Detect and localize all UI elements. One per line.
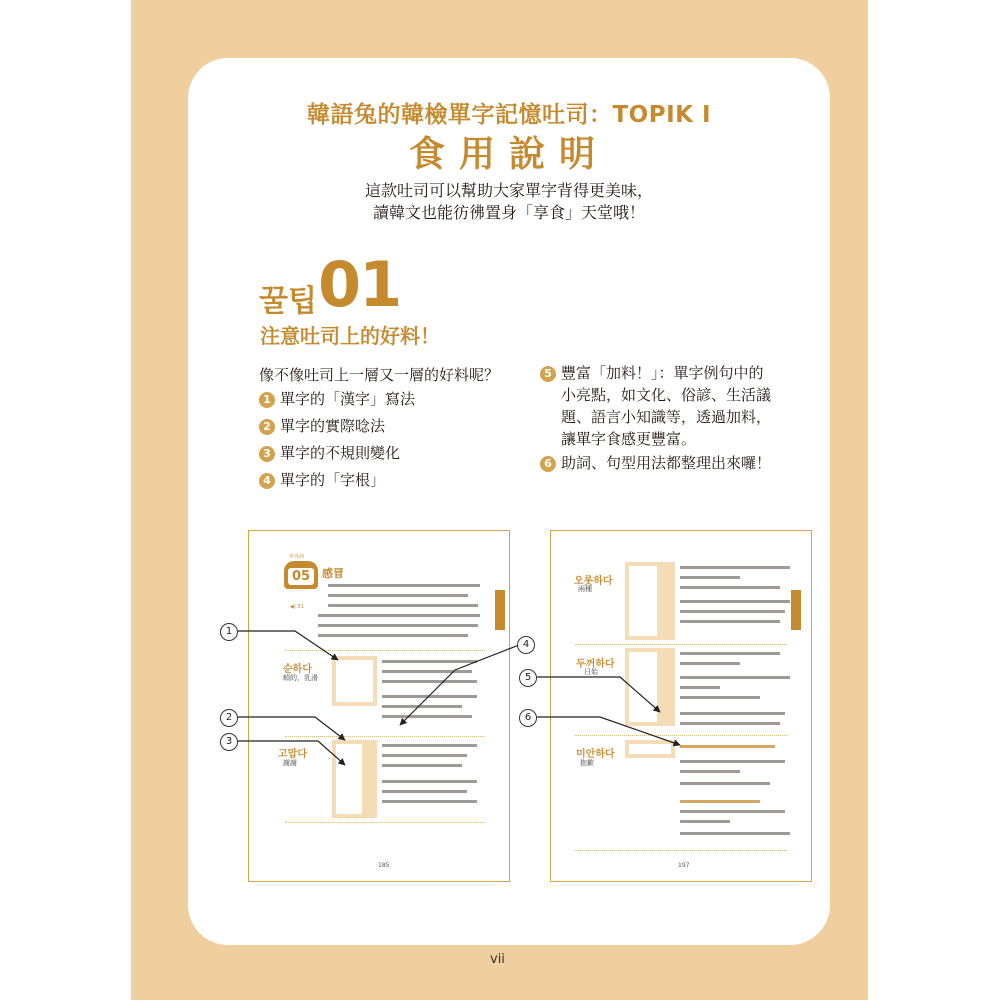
feature-text: 豐富「加料！」：單字例句中的	[561, 364, 764, 382]
word-korean: 오롯하다	[574, 576, 613, 587]
arrow-2	[238, 717, 345, 740]
callout-1: 1	[220, 623, 238, 641]
intro-line-1: 這款吐司可以幫助大家單字背得更美味，	[364, 181, 653, 200]
number-badge: 5	[540, 366, 556, 382]
arrow-3	[238, 741, 345, 765]
word-hanja: 抱歉	[580, 759, 594, 767]
callout-3: 3	[220, 733, 238, 751]
tip-subtitle: 注意吐司上的好料！	[260, 324, 440, 348]
section-title: 食用說明	[408, 134, 609, 175]
lesson-number: 05	[288, 568, 314, 585]
feature-text: 單字的實際唸法	[280, 417, 386, 435]
arrow-6	[537, 717, 680, 745]
tip-label: 꿀팁	[259, 284, 317, 319]
feature-text: 單字的「字根」	[280, 471, 386, 489]
intro-line-2: 讀韓文也能彷彿置身「享食」天堂哦！	[372, 203, 645, 222]
number-badge: 1	[259, 392, 275, 408]
track-number: ◀) 31	[290, 604, 304, 610]
word-hanja: 順的、乳滑	[283, 674, 318, 682]
arrow-5	[537, 677, 660, 712]
footer-page-number: vii	[490, 952, 505, 967]
callout-5: 5	[519, 669, 537, 687]
headword: 感冒	[322, 567, 344, 580]
tip-number: 01	[318, 248, 401, 321]
callout-6: 6	[519, 709, 537, 727]
number-badge: 2	[259, 419, 275, 435]
word-hanja: 謝謝	[283, 759, 297, 767]
feature-text: 單字的「漢字」寫法	[280, 390, 416, 408]
book-title: 韓語兔的韓檢單字記憶吐司：TOPIK I	[306, 102, 712, 128]
word-korean: 고맙다	[278, 749, 307, 760]
number-badge: 6	[540, 456, 556, 472]
callout-2: 2	[220, 709, 238, 727]
feature-question: 像不像吐司上一層又一層的好料呢？	[259, 366, 500, 384]
page-number: 197	[678, 862, 690, 869]
number-badge: 3	[259, 446, 275, 462]
word-korean: 두꺼하다	[576, 659, 615, 670]
arrow-4	[400, 645, 519, 725]
lesson-label: 形容詞	[289, 554, 305, 560]
feature-text: 題、語言小知識等，透過加料，	[561, 408, 772, 426]
word-hanja: 兩種	[578, 585, 592, 593]
word-korean: 순하다	[283, 664, 312, 675]
feature-text: 助詞、句型用法都整理出來囉！	[561, 454, 772, 472]
feature-text: 單字的不規則變化	[280, 444, 401, 462]
callout-4: 4	[517, 636, 535, 654]
number-badge: 4	[259, 473, 275, 489]
page-number: 185	[378, 862, 390, 869]
word-korean: 미안하다	[576, 749, 615, 760]
feature-text: 小亮點，如文化、俗諺、生活議	[561, 386, 772, 404]
feature-text: 讓單字食感更豐富。	[561, 430, 697, 448]
word-hanja: 日始	[584, 668, 598, 676]
arrow-1	[238, 631, 338, 660]
